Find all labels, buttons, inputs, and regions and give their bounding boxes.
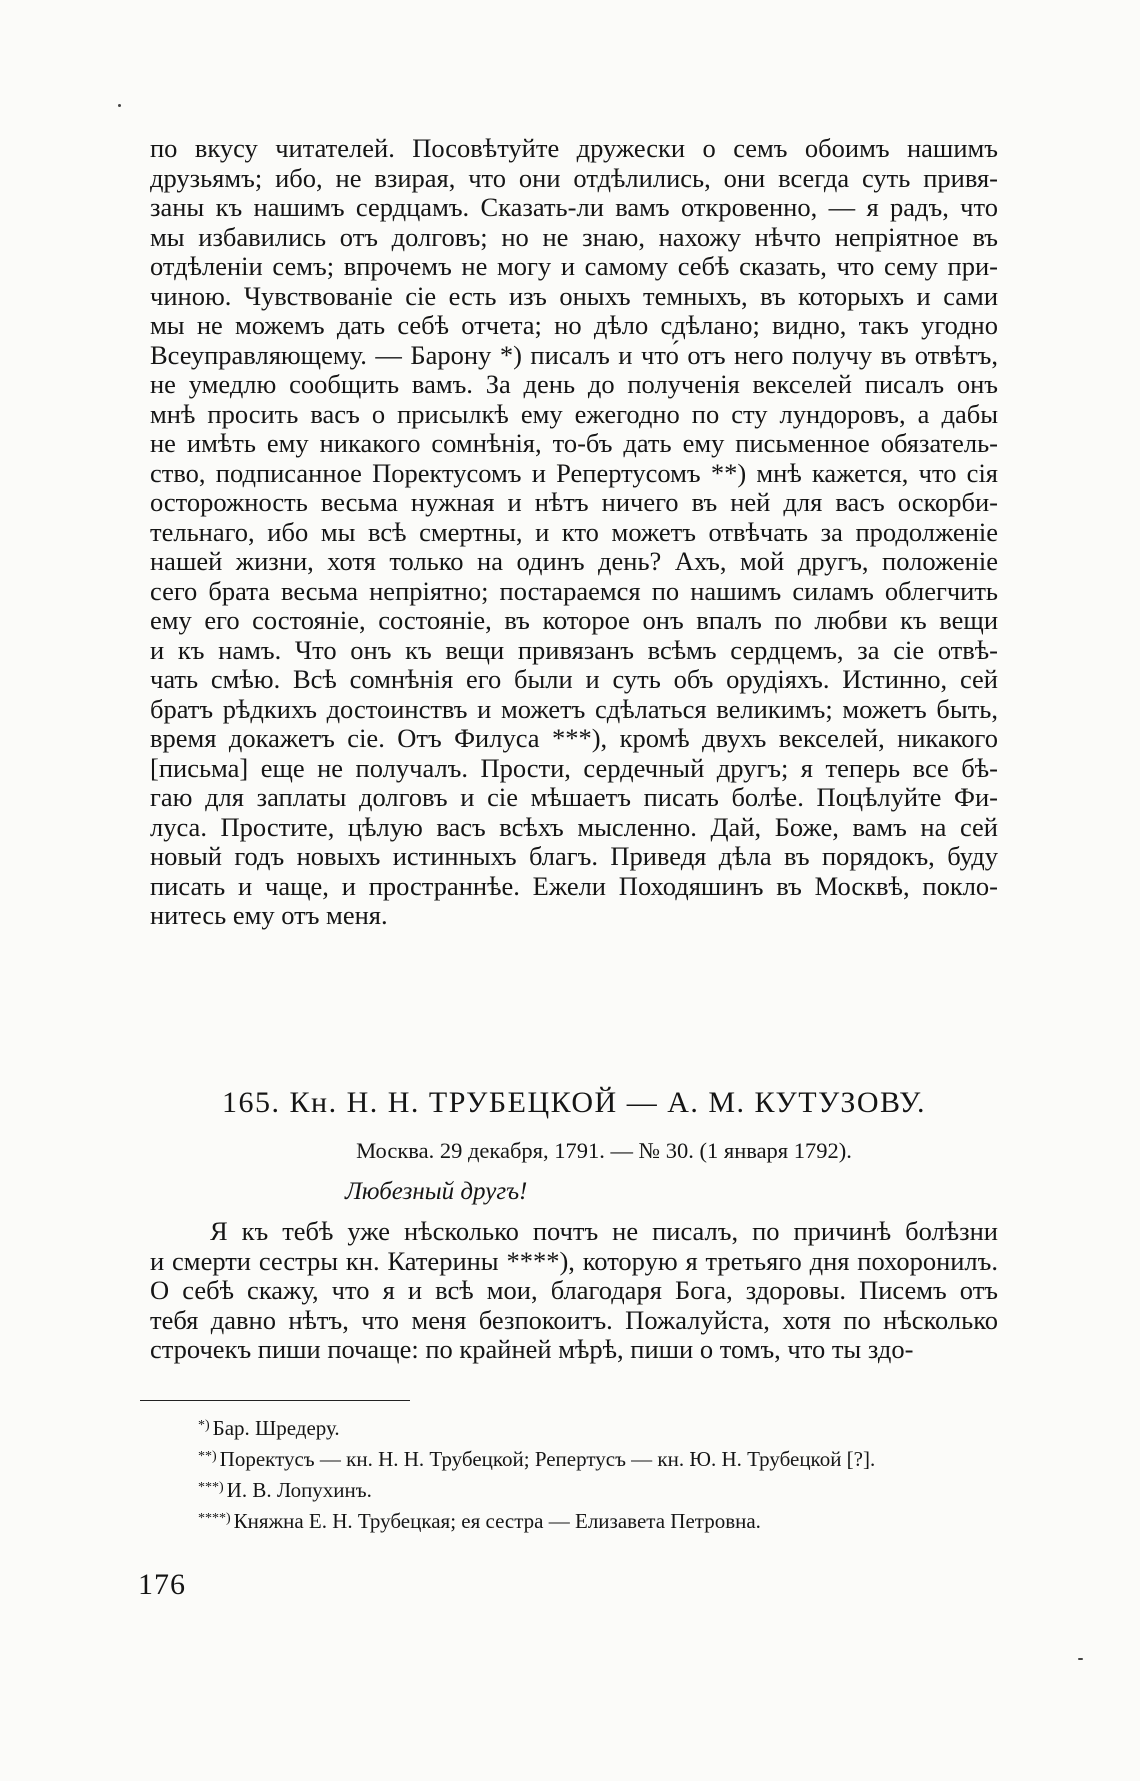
text-line: писать и чаще, и пространнѣе. Ежели Походяшинъ въ Москвѣ, покло-	[150, 870, 998, 901]
text-line: не имѣть ему никакого сомнѣнія, то-бъ дать ему письменное обязатель-	[150, 428, 998, 458]
text-line: отдѣленіи семъ; впрочемъ не могу и самому себѣ сказать, что сему при-	[150, 251, 998, 281]
print-speck	[118, 104, 121, 107]
text-line: Всеуправляющему. — Барону *) писалъ и что́ отъ него получу въ отвѣтъ,	[150, 339, 998, 370]
footnote-text: Княжна Е. Н. Трубецкая; ея сестра — Елизавета Петровна.	[233, 1509, 761, 1533]
footnote-text: Поректусъ — кн. Н. Н. Трубецкой; Репертусъ — кн. Ю. Н. Трубецкой [?].	[219, 1447, 876, 1471]
text-line: новый годъ новыхъ истинныхъ благъ. Приведя дѣла въ порядокъ, буду	[150, 841, 998, 871]
text-line: друзьямъ; ибо, не взирая, что они отдѣлились, они всегда суть привя-	[150, 162, 998, 193]
text-line: осторожность весьма нужная и нѣтъ ничего въ ней для васъ оскорби-	[150, 487, 998, 517]
footnotes	[198, 1410, 1028, 1534]
footnote	[198, 1441, 1028, 1472]
page-number: 176	[138, 1568, 186, 1601]
footnote	[198, 1410, 1028, 1441]
text-line: и смерти сестры кн. Катерины ****), которую я третьяго дня похоронилъ.	[150, 1245, 998, 1276]
text-line: не умедлю сообщить вамъ. За день до полученія векселей писалъ онъ	[150, 369, 998, 399]
footnote-mark: **)	[198, 1449, 217, 1464]
text-line: ему его состояніе, состояніе, въ которое онъ впалъ по любви къ вещи	[150, 605, 998, 635]
text-line: сего брата весьма непріятно; постараемся по нашимъ силамъ облегчить	[150, 575, 998, 606]
footnote-text: Бар. Шредеру.	[212, 1416, 340, 1440]
print-speck	[1078, 1658, 1083, 1660]
footnote	[198, 1472, 1028, 1503]
text-line: заны къ нашимъ сердцамъ. Сказать-ли вамъ откровенно, — я радъ, что	[150, 192, 998, 222]
text-line: [письма] еще не получалъ. Прости, сердечный другъ; я теперь все бѣ-	[150, 752, 998, 783]
footnote-mark: ****)	[198, 1511, 231, 1526]
footnote-mark: ***)	[198, 1480, 224, 1495]
text-line: тебя давно нѣтъ, что меня безпокоитъ. Пожалуйста, хотя по нѣсколько	[150, 1304, 998, 1335]
text-line: мы избавились отъ долговъ; но не знаю, нахожу нѣчто непріятное въ	[150, 221, 998, 252]
footnote-rule	[140, 1400, 410, 1401]
text-line: мнѣ просить васъ о присылкѣ ему ежегодно по сту лундоровъ, а дабы	[150, 398, 998, 429]
text-line: чиною. Чувствованіе сіе есть изъ оныхъ темныхъ, въ которыхъ и сами	[150, 280, 998, 311]
footnote	[198, 1503, 1028, 1534]
text-line: Я къ тебѣ уже нѣсколько почтъ не писалъ, по причинѣ болѣзни	[210, 1216, 998, 1246]
footnote-mark: *)	[198, 1418, 210, 1433]
text-line: луса. Простите, цѣлую васъ всѣхъ мысленно. Дай, Боже, вамъ на сей	[150, 811, 998, 842]
letter-165-body	[150, 1217, 998, 1365]
text-line: нитесь ему отъ меня.	[150, 900, 388, 930]
text-line: гаю для заплаты долговъ и сіе мѣшаетъ писать болѣе. Поцѣлуйте Фи-	[150, 782, 998, 812]
letter-165-heading: 165. Кн. Н. Н. ТРУБЕЦКОЙ — А. М. КУТУЗОВУ.	[222, 1086, 926, 1119]
letter-164-continuation	[150, 134, 998, 931]
text-line: время докажетъ сіе. Отъ Филуса ***), кромѣ двухъ векселей, никакого	[150, 723, 998, 753]
text-line: О себѣ скажу, что я и всѣ мои, благодаря Бога, здоровы. Писемъ отъ	[150, 1275, 998, 1305]
letter-165-salutation: Любезный другъ!	[345, 1178, 528, 1205]
text-line: тельнаго, ибо мы всѣ смертны, и кто можетъ отвѣчать за продолженіе	[150, 516, 998, 547]
footnote-text: И. В. Лопухинъ.	[226, 1478, 372, 1502]
text-line: нашей жизни, хотя только на одинъ день? Ахъ, мой другъ, положеніе	[150, 546, 998, 576]
text-line: братъ рѣдкихъ достоинствъ и можетъ сдѣлаться великимъ; можетъ быть,	[150, 693, 998, 724]
text-line: мы не можемъ дать себѣ отчета; но дѣло сдѣлано; видно, такъ угодно	[150, 310, 998, 340]
text-line: чать смѣю. Всѣ сомнѣнія его были и суть объ орудіяхъ. Истинно, сей	[150, 664, 998, 694]
letter-165-dateline: Москва. 29 декабря, 1791. — № 30. (1 января 1792).	[356, 1138, 852, 1163]
text-line: и къ намъ. Что онъ къ вещи привязанъ всѣмъ сердцемъ, за сіе отвѣ-	[150, 634, 998, 665]
text-line: по вкусу читателей. Посовѣтуйте дружески о семъ обоимъ нашимъ	[150, 133, 998, 163]
text-line: ство, подписанное Поректусомъ и Репертусомъ **) мнѣ кажется, что сія	[150, 457, 998, 488]
text-line: строчекъ пиши почаще: по крайней мѣрѣ, пиши о томъ, что ты здо-	[150, 1334, 914, 1364]
